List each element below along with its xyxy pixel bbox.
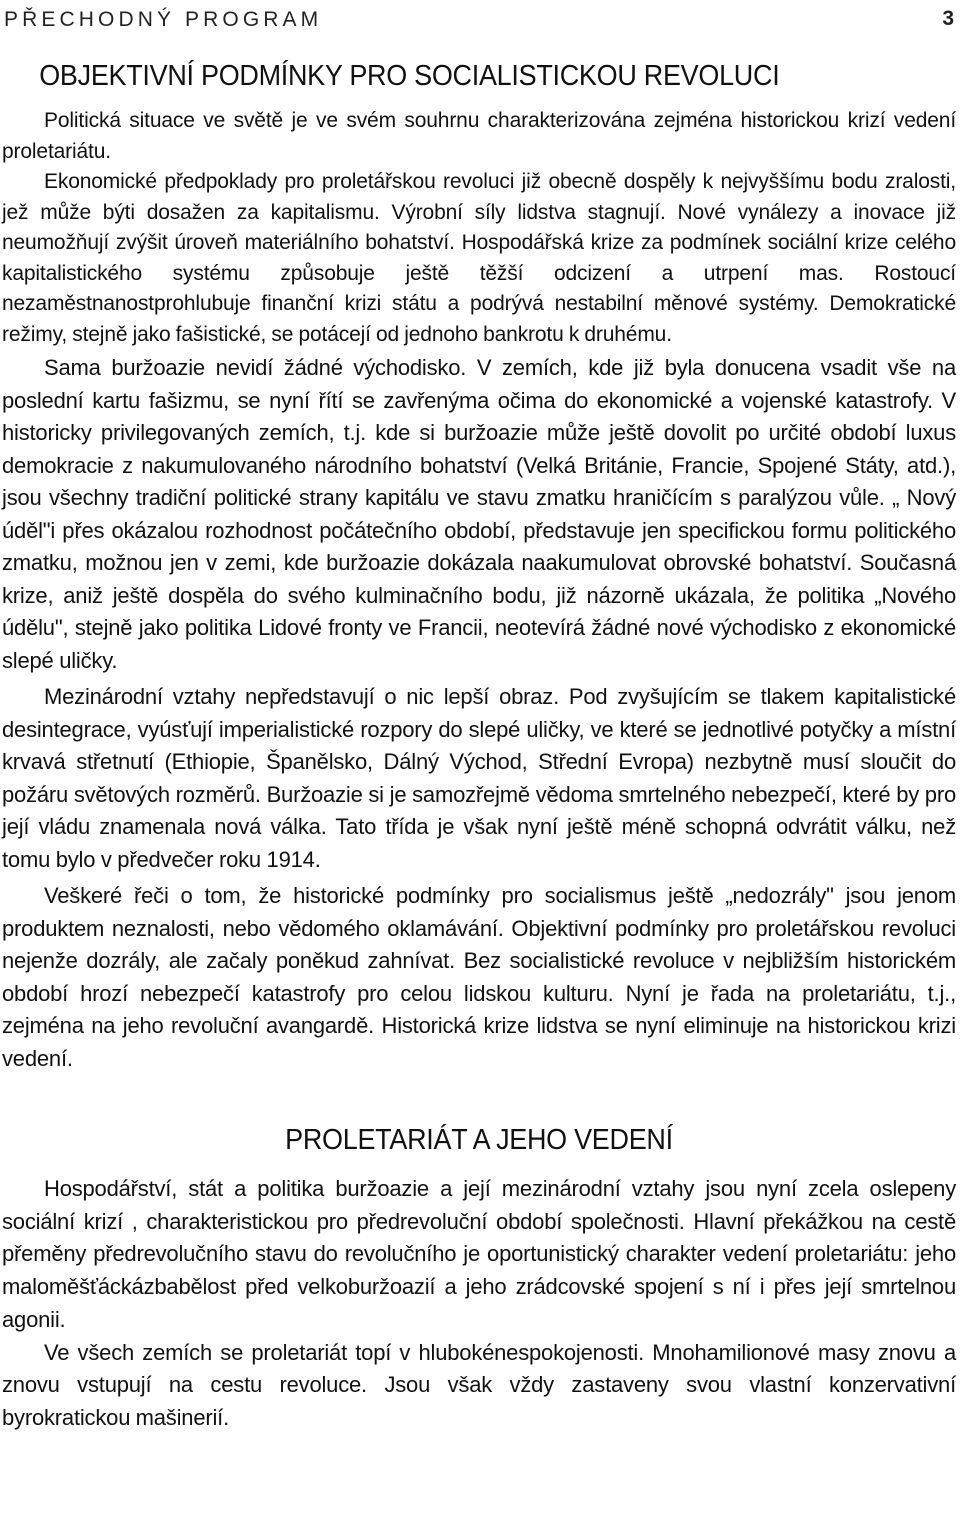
running-title: PŘECHODNÝ PROGRAM xyxy=(4,8,323,31)
section-objective-conditions xyxy=(2,57,956,1075)
paragraph: Veškeré řeči o tom, že historické podmínky pro socialismus ještě „nedozrály" jsou jenom produktem neznalosti, nebo vědomého oklamávání. Objektivní podmínky pro proletářskou revoluci nejenže dozrály, ale začaly poněkud zahnívat. Bez socialistické revoluce v nejbližším historickém období hrozí nebezpečí katastrofy pro celou lidskou kulturu. Nyní je řada na proletariátu, t.j., zejména na jeho revoluční avangardě. Historická krize lidstva se nyní eliminuje na historickou krizi vedení. xyxy=(2,883,956,1071)
section-heading: OBJEKTIVNÍ PODMÍNKY PRO SOCIALISTICKOU REVOLUCI xyxy=(39,60,780,92)
paragraph: Hospodářství, stát a politika buržoazie a její mezinárodní vztahy jsou nyní zcela oslepeny sociální krizí , charakteristickou pro předrevoluční období společnosti. Hlavní překážkou na cestě přeměny předrevolučního stavu do revolučního je oportunistický charakter vedení proletariátu: jeho maloměšťáckázbabělost před velkoburžoazií a jeho zrádcovské spojení s ní i přes její smrtelnou agonii. xyxy=(2,1176,956,1332)
running-header xyxy=(2,0,956,40)
section-proletariat-leadership xyxy=(2,1121,956,1435)
section-body xyxy=(2,1173,956,1435)
paragraph: Sama buržoazie nevidí žádné východisko. V zemích, kde již byla donucena vsadit vše na poslední kartu fašizmu, se nyní řítí se zavřenýma očima do ekonomické a vojenské katastrofy. V historicky privilegovaných zemích, t.j. kde si buržoazie může ještě dovolit po určité období luxus demokracie z nakumulovaného národního bohatství (Velká Británie, Francie, Spojené Státy, atd.), jsou všechny tradiční politické strany kapitálu ve stavu zmatku hraničícím s paralýzou vůle. „ Nový úděl"i přes okázalou rozhodnost počátečního období, představuje jen specifickou formu politického zmatku, možnou jen v zemi, kde buržoazie dokázala naakumulovat obrovské bohatství. Současná krize, aniž ještě dospěla do svého kulminačního bodu, již názorně ukázala, že politika „Nového údělu", stejně jako politika Lidové fronty ve Francii, neotevírá žádné nové východisko z ekonomické slepé uličky. xyxy=(2,355,956,673)
paragraph: Mezinárodní vztahy nepředstavují o nic lepší obraz. Pod zvyšujícím se tlakem kapitalistické desintegrace, vyúsťují imperialistické rozpory do slepé uličky, ve které se jednotlivé potyčky a místní krvavá střetnutí (Ethiopie, Španělsko, Dálný Východ, Střední Evropa) nezbytně musí sloučit do požáru světových rozměrů. Buržoazie si je samozřejmě vědoma smrtelného nebezpečí, které by pro její vládu znamenala nová válka. Tato třída je však nyní ještě méně schopná odvrátit válku, než tomu bylo v předvečer roku 1914. xyxy=(2,684,956,872)
page-number: 3 xyxy=(942,7,954,30)
paragraph: Ekonomické předpoklady pro proletářskou revoluci již obecně dospěly k nejvyššímu bodu zralosti, jež může býti dosažen za kapitalismu. Výrobní síly lidstva stagnují. Nové vynálezy a inovace již neumožňují zvýšit úroveň materiálního bohatství. Hospodářská krize za podmínek sociální krize celého kapitalistického systému způsobuje ještě těžší odcizení a utrpení mas. Rostoucí nezaměstnanostprohlubuje finanční krizi státu a podrývá nestabilní měnové systémy. Demokratické režimy, stejně jako fašistické, se potácejí od jednoho bankrotu k druhému. xyxy=(2,170,956,346)
paragraph: Politická situace ve světě je ve svém souhrnu charakterizována zejména historickou krizí vedení proletariátu. xyxy=(2,109,956,163)
paragraph: Ve všech zemích se proletariát topí v hlubokénespokojenosti. Mnohamilionové masy znovu a znovu vstupují na cestu revoluce. Jsou však vždy zastaveny svou vlastní konzervativní byrokratickou mašinerií. xyxy=(2,1339,956,1430)
section-heading: PROLETARIÁT A JEHO VEDENÍ xyxy=(285,1124,673,1156)
section-body xyxy=(2,106,956,1075)
